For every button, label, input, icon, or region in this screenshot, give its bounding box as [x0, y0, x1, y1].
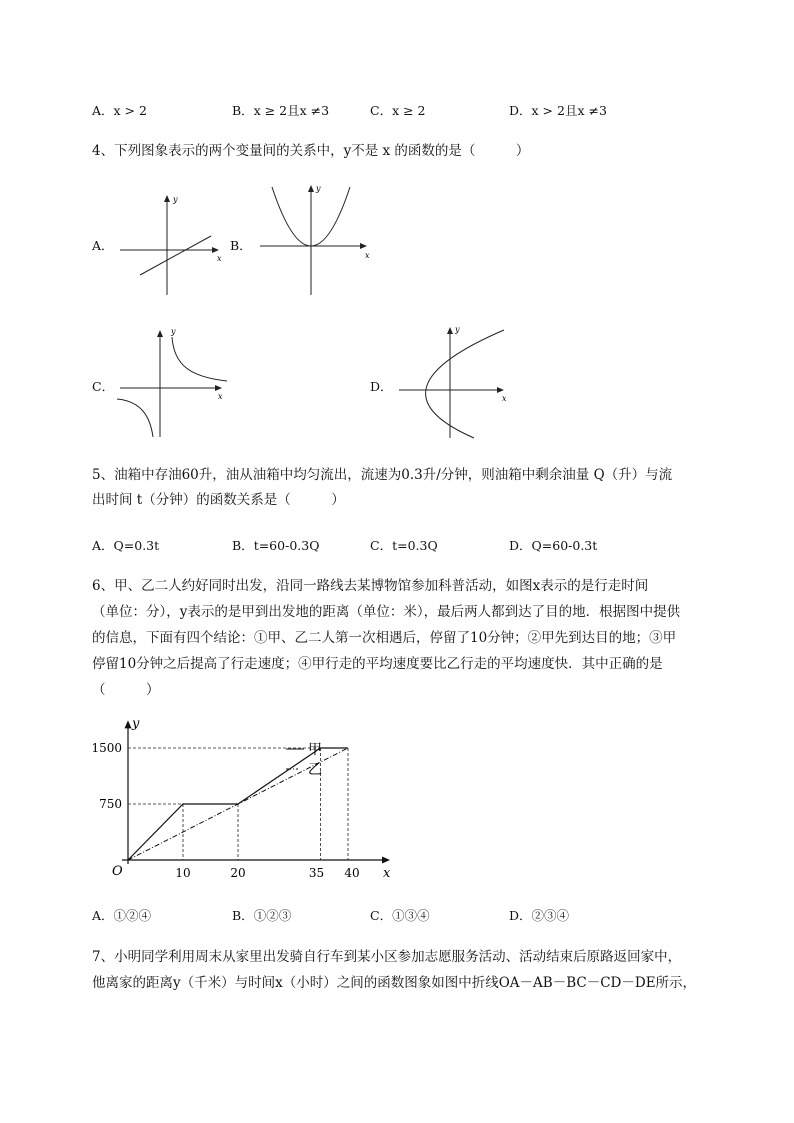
legend-label-0: 甲	[308, 742, 322, 758]
q5-option-d[interactable]: D．Q=60-0.3t	[509, 538, 598, 553]
q7-stem-line2: 他离家的距离y（千米）与时间x（小时）之间的函数图象如图中折线OA－AB－BC－CD－DE所示，	[92, 975, 697, 991]
q6-option-b[interactable]: B．①②③	[232, 908, 292, 923]
q4-c-y-label: y	[171, 327, 176, 336]
q5-option-c[interactable]: C．t=0.3Q	[370, 538, 438, 553]
q7-stem-line1: 7、小明同学利用周末从家里出发骑自行车到某小区参加志愿服务活动、活动结束后原路返回家中，	[92, 949, 682, 965]
q6-stem-line4: 停留10分钟之后提高了行走速度；④甲行走的平均速度要比乙行走的平均速度快．其中正确的是	[92, 656, 663, 672]
q5-option-b[interactable]: B．t=60-0.3Q	[232, 538, 320, 553]
x-tick-20: 20	[230, 866, 246, 880]
q4-b-y-label: y	[316, 184, 321, 193]
q3-option-a[interactable]: A．x > 2	[92, 103, 147, 118]
q5-stem-line2: 出时间 t（分钟）的函数关系是（ ）	[92, 492, 345, 508]
y-tick-750: 750	[99, 797, 122, 811]
q4-stem: 4、下列图象表示的两个变量间的关系中，y不是 x 的函数的是（ ）	[92, 143, 530, 159]
q4-a-x-label: x	[217, 254, 222, 263]
q4-graph-d-label[interactable]: D．	[370, 379, 393, 394]
q4-d-y-label: y	[455, 325, 460, 334]
q5-stem-line1: 5、油箱中存油60升，油从油箱中均匀流出，流速为0.3升/分钟，则油箱中剩余油量 Q（升）与流	[92, 467, 673, 483]
q6-stem-line1: 6、甲、乙二人约好同时出发，沿同一路线去某博物馆参加科普活动，如图x表示的是行走时间	[92, 578, 649, 594]
q4-graph-d	[394, 320, 514, 440]
q4-graph-a-label[interactable]: A．	[92, 238, 114, 253]
x-tick-35: 35	[308, 866, 325, 880]
q4-graph-b	[255, 182, 375, 302]
x-axis-label: x	[383, 866, 391, 881]
q4-graph-b-label[interactable]: B．	[230, 238, 252, 253]
q6-distance-time-chart	[90, 716, 391, 882]
x-tick-40: 40	[344, 866, 360, 880]
x-axis-arrow	[382, 857, 390, 864]
y-axis-arrow	[125, 720, 132, 728]
q6-option-a[interactable]: A．①②④	[92, 908, 152, 923]
x-tick-10: 10	[175, 866, 191, 880]
legend-label-1: 乙	[308, 762, 322, 778]
q6-option-d[interactable]: D．②③④	[509, 908, 570, 923]
q4-graph-c	[115, 325, 230, 440]
q5-option-a[interactable]: A．Q=0.3t	[92, 538, 160, 553]
q4-a-y-label: y	[173, 195, 178, 204]
q6-stem-line5: （ ）	[92, 682, 160, 698]
q3-option-d[interactable]: D．x > 2且x ≠3	[509, 103, 607, 118]
q4-d-x-label: x	[502, 394, 507, 403]
q3-option-c[interactable]: C．x ≥ 2	[370, 103, 426, 118]
q6-option-c[interactable]: C．①③④	[370, 908, 430, 923]
q3-option-b[interactable]: B．x ≥ 2且x ≠3	[232, 103, 330, 118]
q6-stem-line3: 的信息，下面有四个结论：①甲、乙二人第一次相遇后，停留了10分钟；②甲先到达目的地；③甲	[92, 630, 677, 646]
q6-stem-line2: （单位：分），y表示的是甲到出发地的距离（单位：米），最后两人都到达了目的地．根据图中提供	[92, 604, 681, 620]
y-axis-label: y	[132, 716, 140, 732]
y-tick-1500: 1500	[91, 741, 122, 755]
q4-graph-a	[115, 190, 225, 300]
q4-graph-c-label[interactable]: C．	[92, 379, 115, 394]
origin-label: O	[112, 864, 123, 879]
q4-b-x-label: x	[365, 251, 370, 260]
q4-c-x-label: x	[218, 392, 223, 401]
